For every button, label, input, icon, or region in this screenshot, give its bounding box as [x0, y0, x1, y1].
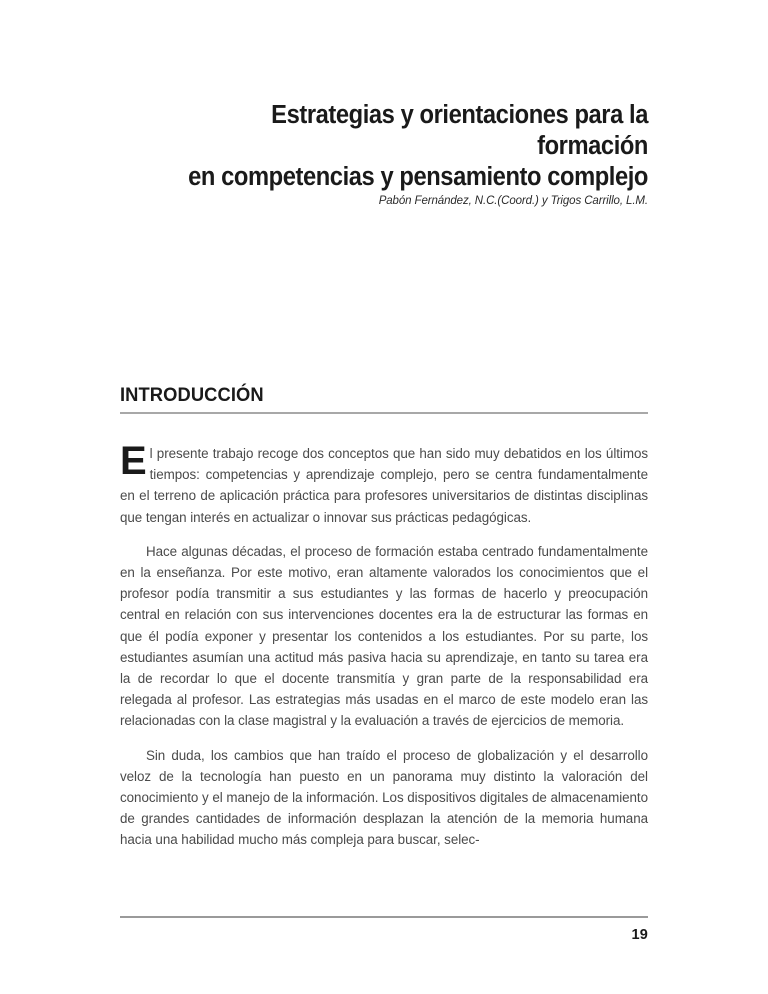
section-heading-introduccion: INTRODUCCIÓN — [120, 384, 264, 406]
page-title-line-2: en competencias y pensamiento complejo — [188, 163, 648, 191]
page-number: 19 — [631, 927, 648, 943]
footer-divider — [120, 916, 648, 918]
author-byline: Pabón Fernández, N.C.(Coord.) y Trigos Carrillo, L.M. — [378, 195, 648, 207]
content-column — [120, 0, 648, 994]
paragraph-1: El presente trabajo recoge dos conceptos que han sido muy debatidos en los últimos tiempos: competencias y aprendizaje complejo, pero se centra fundamentalmente en el terreno de aplicación práctica para profesores universitarios de distintas disciplinas que tengan interés en actualizar o innovar sus prácticas pedagógicas. — [120, 439, 648, 525]
page-title — [157, 100, 648, 193]
paragraph-2: Hace algunas décadas, el proceso de formación estaba centrado fundamentalmente en la enseñanza. Por este motivo, eran altamente valorados los conocimientos que el profesor podía transmitir a sus estudiantes y las formas de hacerlo y preocupación central en relación con sus intervenciones docentes era la de estructurar las formas en que él podía exponer y presentar los contenidos a los estudiantes. Por su parte, los estudiantes asumían una actitud más pasiva hacia su aprendizaje, en tanto su tarea era la de recordar lo que el docente transmitía y gran parte de la responsabilidad era relegada al profesor. Las estrategias más usadas en el marco de este modelo eran las relacionadas con la clase magistral y la evaluación a través de ejercicios de memoria. — [120, 543, 648, 729]
paragraph-3: Sin duda, los cambios que han traído el proceso de globalización y el desarrollo veloz de la tecnología han puesto en un panorama muy distinto la valoración del conocimiento y el manejo de la información. Los dispositivos digitales de almacenamiento de grandes cantidades de información desplazan la atención de la memoria humana hacia una habilidad mucho más compleja para buscar, selec- — [120, 747, 648, 848]
page-title-line-1: Estrategias y orientaciones para la formación — [271, 101, 648, 160]
heading-divider — [120, 412, 648, 414]
body-text — [120, 439, 648, 851]
